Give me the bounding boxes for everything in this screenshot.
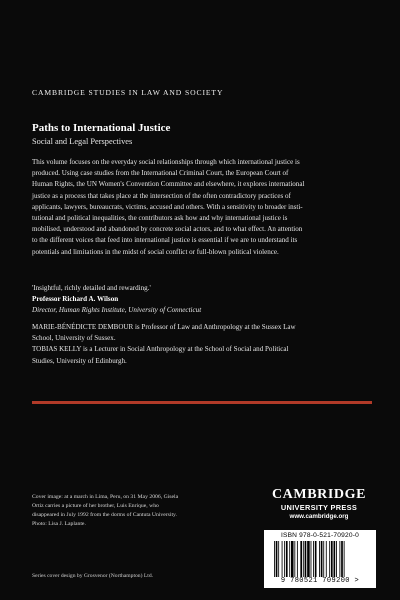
book-title: Paths to International Justice <box>32 122 171 134</box>
series-name: CAMBRIDGE STUDIES IN LAW AND SOCIETY <box>32 88 224 97</box>
barcode-bar <box>326 541 327 577</box>
credit-line: Cover image: at a march in Lima, Peru, on 31 May 2006, Gisela <box>32 494 179 500</box>
credit-line: Photo: Lisa J. Laplante. <box>32 521 86 527</box>
barcode-bar <box>319 541 320 577</box>
credit-line: disappeared in July 1992 from the dorms of Cantuta University. <box>32 512 177 518</box>
credit-line: Ortiz carries a picture of her brother, Luis Enrique, who <box>32 503 159 509</box>
author-bios <box>32 322 378 367</box>
barcode-bar <box>276 541 278 577</box>
barcode-bar <box>315 541 317 577</box>
description-line: applicants, lawyers, bureaucrats, victims, accused and others. With a sensitivity to broader insti- <box>32 202 303 211</box>
barcode-bar <box>284 541 285 577</box>
publisher-url: www.cambridge.org <box>289 513 349 520</box>
barcode-bar <box>278 541 279 577</box>
description-line: potentials and limitations in the midst of social conflict or full-blown political violence. <box>32 247 279 256</box>
barcode-bar <box>331 541 333 577</box>
barcode-bar <box>294 541 295 577</box>
barcode-bar <box>341 541 343 577</box>
barcode <box>264 530 376 588</box>
barcode-bar <box>291 541 294 577</box>
description-line: Human Rights, the UN Women's Convention Committee and elsewhere, it explores international <box>32 180 305 189</box>
barcode-bars <box>272 541 372 577</box>
description-line: mobilised, understood and abandoned by concrete social actors, and to what effect. An attention <box>32 225 303 234</box>
description-line: to the different voices that feed into international justice is essential if we are to understand its <box>32 236 298 245</box>
barcode-bar <box>334 541 336 577</box>
barcode-bar <box>300 541 302 577</box>
publisher-name: CAMBRIDGE <box>271 487 367 502</box>
barcode-bar <box>274 541 275 577</box>
barcode-bar <box>289 541 290 577</box>
author-bio-line: MARIE-BÉNÉDICTE DEMBOUR is Professor of Law and Anthropology at the Sussex Law <box>32 323 296 331</box>
barcode-bar <box>307 541 310 577</box>
barcode-bar <box>303 541 304 577</box>
barcode-bar <box>313 541 314 577</box>
publisher-subname: UNIVERSITY PRESS <box>280 503 358 512</box>
barcode-bar <box>344 541 345 577</box>
isbn-label: ISBN 978-0-521-70920-0 <box>280 532 360 539</box>
cover-image-credit <box>32 493 242 529</box>
barcode-bar <box>286 541 288 577</box>
barcode-bar <box>305 541 307 577</box>
divider-rule <box>32 401 372 404</box>
barcode-bar <box>311 541 312 577</box>
barcode-bar <box>321 541 323 577</box>
endorser-role: Director, Human Rights Institute, University of Connecticut <box>32 305 202 314</box>
barcode-bar <box>282 541 283 577</box>
endorsement <box>32 283 201 315</box>
author-bio-line: School, University of Sussex. <box>32 334 116 343</box>
barcode-bar <box>339 541 340 577</box>
barcode-bar <box>297 541 298 577</box>
endorsement-quote: 'Insightful, richly detailed and rewarding.' <box>32 284 151 292</box>
description-line: tutional and political inequalities, the contributors ask how and why international justice is <box>32 214 288 223</box>
barcode-bar <box>336 541 337 577</box>
book-subtitle: Social and Legal Perspectives <box>32 137 133 146</box>
barcode-digits: 9 780521 709200 > <box>280 577 360 585</box>
author-bio-line: TOBIAS KELLY is a Lecturer in Social Anthropology at the School of Social and Political <box>32 345 289 354</box>
description-line: This volume focuses on the everyday social relationships through which international justice is <box>32 158 300 166</box>
design-credit: Series cover design by Grosvenor (Northampton) Ltd. <box>32 573 154 579</box>
endorser-name: Professor Richard A. Wilson <box>32 294 119 303</box>
description-line: justice as a process that takes place at the intersection of the often contradictory practices of <box>32 191 291 200</box>
publisher-logo <box>263 488 375 520</box>
author-bio-line: Studies, University of Edinburgh. <box>32 356 127 365</box>
barcode-bar <box>329 541 330 577</box>
barcode-bar <box>323 541 324 577</box>
description-line: produced. Using case studies from the International Criminal Court, the European Court of <box>32 169 289 178</box>
book-description <box>32 157 378 258</box>
